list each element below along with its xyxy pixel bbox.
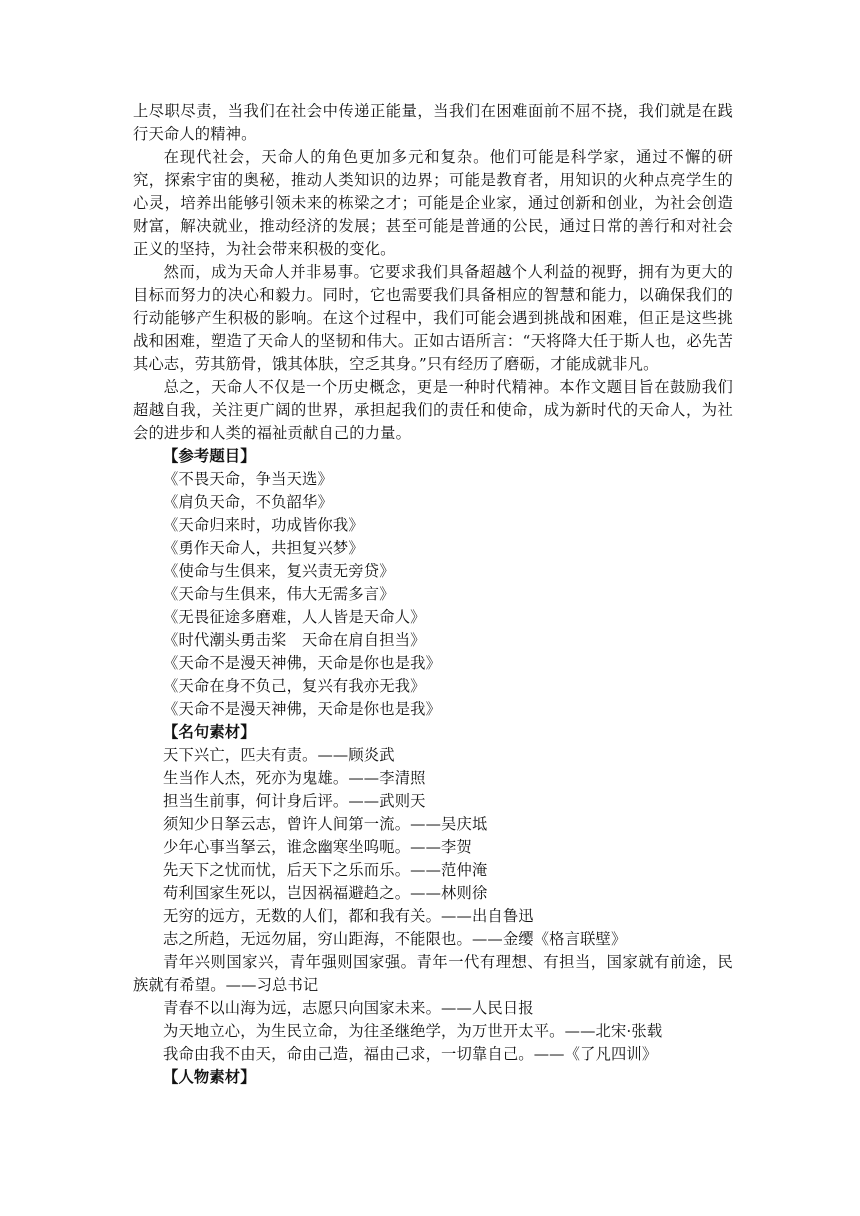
reference-title: 《无畏征途多磨难，人人皆是天命人》 bbox=[163, 608, 426, 626]
famous-quote: 担当生前事，何计身后评。——武则天 bbox=[163, 792, 426, 810]
famous-quote: 无穷的远方，无数的人们，都和我有关。——出自鲁迅 bbox=[163, 907, 534, 925]
famous-quote: 苟利国家生死以，岂因祸福避趋之。——林则徐 bbox=[163, 884, 488, 902]
famous-quote: 少年心事当拏云，谁念幽寒坐呜呃。——李贺 bbox=[163, 838, 472, 856]
famous-quote: 天下兴亡，匹夫有责。——顾炎武 bbox=[163, 746, 395, 764]
famous-quote: 青春不以山海为远，志愿只向国家未来。——人民日报 bbox=[163, 999, 534, 1017]
reference-title: 《天命不是漫天神佛，天命是你也是我》 bbox=[163, 700, 442, 718]
document-page bbox=[133, 100, 733, 1089]
section-heading-famous-quotes: 【名句素材】 bbox=[163, 723, 256, 741]
reference-title: 《天命不是漫天神佛，天命是你也是我》 bbox=[163, 654, 442, 672]
reference-title: 《肩负天命，不负韶华》 bbox=[163, 493, 333, 511]
paragraph-challenges: 然而，成为天命人并非易事。它要求我们具备超越个人利益的视野，拥有为更大的目标而努力的决心和毅力。同时，它也需要我们具备相应的智慧和能力，以确保我们的行动能够产生积极的影响。在这个过程中，我们可能会遇到挑战和困难，但正是这些挑战和困难，塑造了天命人的坚韧和伟大。正如古语所言：“天将降大任于斯人也，必先苦其心志，劳其筋骨，饿其体肤，空乏其身。”只有经历了磨砺，才能成就非凡。 bbox=[133, 263, 733, 373]
reference-title: 《天命归来时，功成皆你我》 bbox=[163, 516, 364, 534]
famous-quote: 为天地立心，为生民立命，为往圣继绝学，为万世开太平。——北宋·张载 bbox=[163, 1022, 663, 1040]
reference-title: 《不畏天命，争当天选》 bbox=[163, 470, 333, 488]
famous-quote: 须知少日拏云志，曾许人间第一流。——吴庆坻 bbox=[163, 815, 488, 833]
reference-title: 《使命与生俱来，复兴责无旁贷》 bbox=[163, 562, 395, 580]
reference-title: 《时代潮头勇击桨 天命在肩自担当》 bbox=[163, 631, 426, 649]
paragraph-conclusion: 总之，天命人不仅是一个历史概念，更是一种时代精神。本作文题目旨在鼓励我们超越自我，关注更广阔的世界，承担起我们的责任和使命，成为新时代的天命人，为社会的进步和人类的福祉贡献自己的力量。 bbox=[133, 378, 733, 442]
section-heading-reference-titles: 【参考题目】 bbox=[163, 447, 256, 465]
famous-quote: 生当作人杰，死亦为鬼雄。——李清照 bbox=[163, 769, 426, 787]
famous-quote: 先天下之忧而忧，后天下之乐而乐。——范仲淹 bbox=[163, 861, 488, 879]
reference-title: 《勇作天命人，共担复兴梦》 bbox=[163, 539, 364, 557]
paragraph-continuation: 上尽职尽责，当我们在社会中传递正能量，当我们在困难面前不屈不挠，我们就是在践行天命人的精神。 bbox=[133, 102, 733, 143]
famous-quote: 青年兴则国家兴，青年强则国家强。青年一代有理想、有担当，国家就有前途，民族就有希望。——习总书记 bbox=[133, 953, 733, 994]
famous-quote: 志之所趋，无远勿届，穷山距海，不能限也。——金缨《格言联壁》 bbox=[163, 930, 627, 948]
paragraph-modern-society: 在现代社会，天命人的角色更加多元和复杂。他们可能是科学家，通过不懈的研究，探索宇宙的奥秘，推动人类知识的边界；可能是教育者，用知识的火种点亮学生的心灵，培养出能够引领未来的栋梁之才；可能是企业家，通过创新和创业，为社会创造财富，解决就业，推动经济的发展；甚至可能是普通的公民，通过日常的善行和对社会正义的坚持，为社会带来积极的变化。 bbox=[133, 148, 733, 258]
famous-quote: 我命由我不由天，命由己造，福由己求，一切靠自己。——《了凡四训》 bbox=[163, 1045, 658, 1063]
reference-title: 《天命在身不负己，复兴有我亦无我》 bbox=[163, 677, 426, 695]
section-heading-people-material: 【人物素材】 bbox=[163, 1068, 256, 1086]
reference-title: 《天命与生俱来，伟大无需多言》 bbox=[163, 585, 395, 603]
